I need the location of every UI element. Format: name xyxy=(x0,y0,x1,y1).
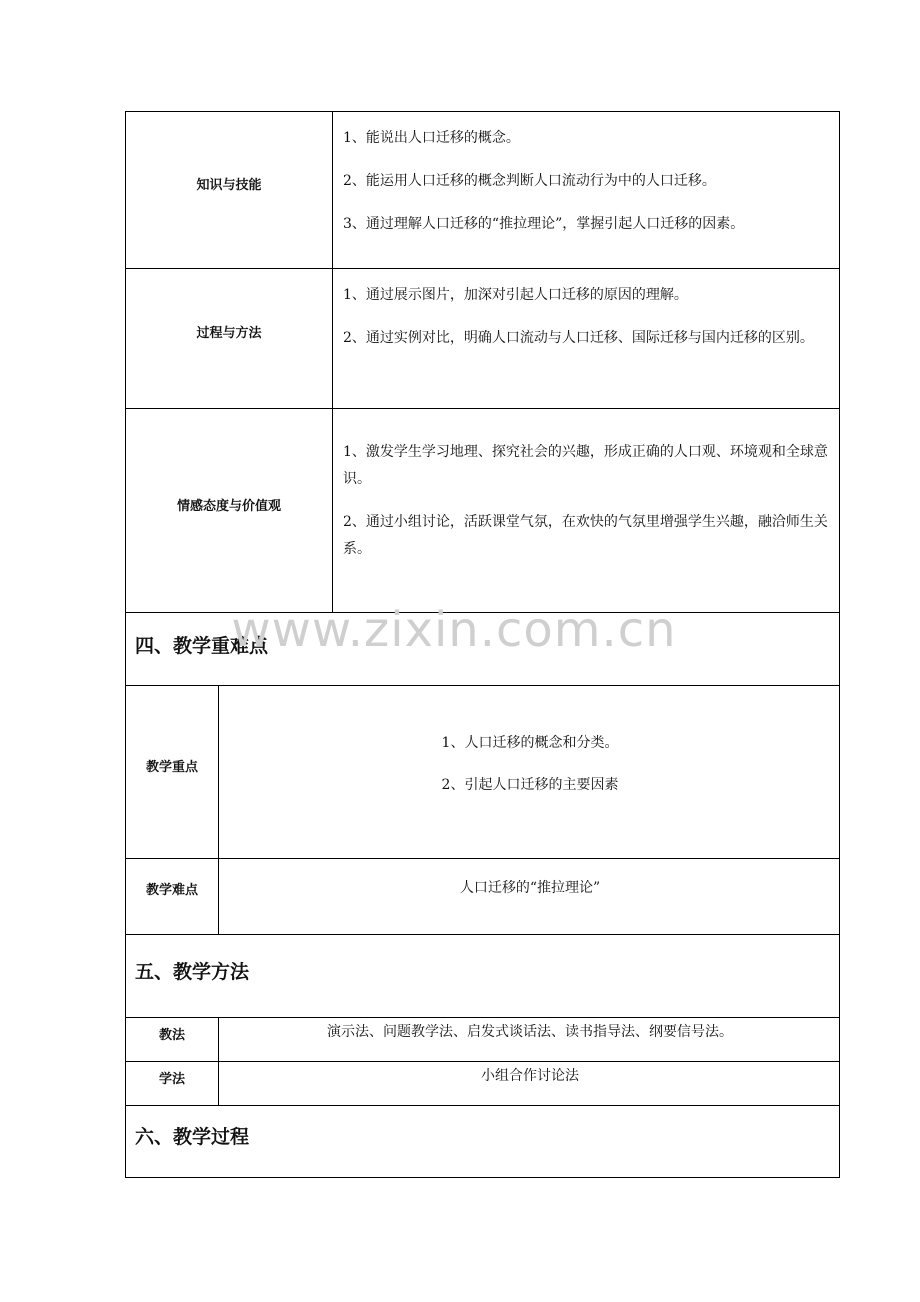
objective-content-attitude xyxy=(333,439,839,579)
difficulty-label: 教学难点 xyxy=(145,882,198,898)
teaching-method-row xyxy=(125,1017,840,1062)
objective-item: 2、通过实例对比，明确人口流动与人口迁移、国际迁移与国内迁移的区别。 xyxy=(343,330,814,346)
section-heading: 四、教学重难点 xyxy=(135,635,269,657)
key-point-item: 2、引起人口迁移的主要因素 xyxy=(441,777,619,793)
objective-item: 1、能说出人口迁移的概念。 xyxy=(343,130,520,146)
objective-content-knowledge xyxy=(333,125,839,254)
section-heading: 五、教学方法 xyxy=(135,961,250,983)
objective-row-process xyxy=(125,268,840,409)
objective-row-attitude xyxy=(125,408,840,613)
section-heading-row xyxy=(125,934,840,1018)
watermark: www.zixin.com.cn xyxy=(231,602,677,658)
key-point-item: 1、人口迁移的概念和分类。 xyxy=(441,735,619,751)
key-points-row xyxy=(125,685,840,859)
objective-content-process xyxy=(333,282,839,368)
teaching-method-label: 教法 xyxy=(158,1027,185,1043)
objective-item: 2、能运用人口迁移的概念判断人口流动行为中的人口迁移。 xyxy=(343,173,716,189)
objective-item: 1、激发学生学习地理、探究社会的兴趣，形成正确的人口观、环境观和全球意识。 xyxy=(343,444,828,487)
learning-method-label: 学法 xyxy=(158,1071,185,1087)
objective-item: 1、通过展示图片，加深对引起人口迁移的原因的理解。 xyxy=(343,287,688,303)
difficulty-text: 人口迁移的“推拉理论” xyxy=(459,880,601,896)
key-points-label: 教学重点 xyxy=(145,759,198,775)
objective-item: 2、通过小组讨论，活跃课堂气氛，在欢快的气氛里增强学生兴趣，融洽师生关系。 xyxy=(343,514,828,557)
key-points-content xyxy=(219,730,839,815)
objective-item: 3、通过理解人口迁移的“推拉理论”，掌握引起人口迁移的因素。 xyxy=(343,216,745,232)
section-heading: 六、教学过程 xyxy=(135,1126,250,1148)
objective-label-knowledge: 知识与技能 xyxy=(196,177,262,193)
learning-method-text: 小组合作讨论法 xyxy=(481,1068,579,1084)
teaching-method-text: 演示法、问题教学法、启发式谈话法、读书指导法、纲要信号法。 xyxy=(327,1024,733,1040)
difficulty-row xyxy=(125,858,840,935)
objective-row-knowledge xyxy=(125,111,840,269)
objective-label-process: 过程与方法 xyxy=(196,325,262,341)
section-heading-row xyxy=(125,1105,840,1178)
learning-method-row xyxy=(125,1061,840,1106)
objective-label-attitude: 情感态度与价值观 xyxy=(176,498,281,514)
